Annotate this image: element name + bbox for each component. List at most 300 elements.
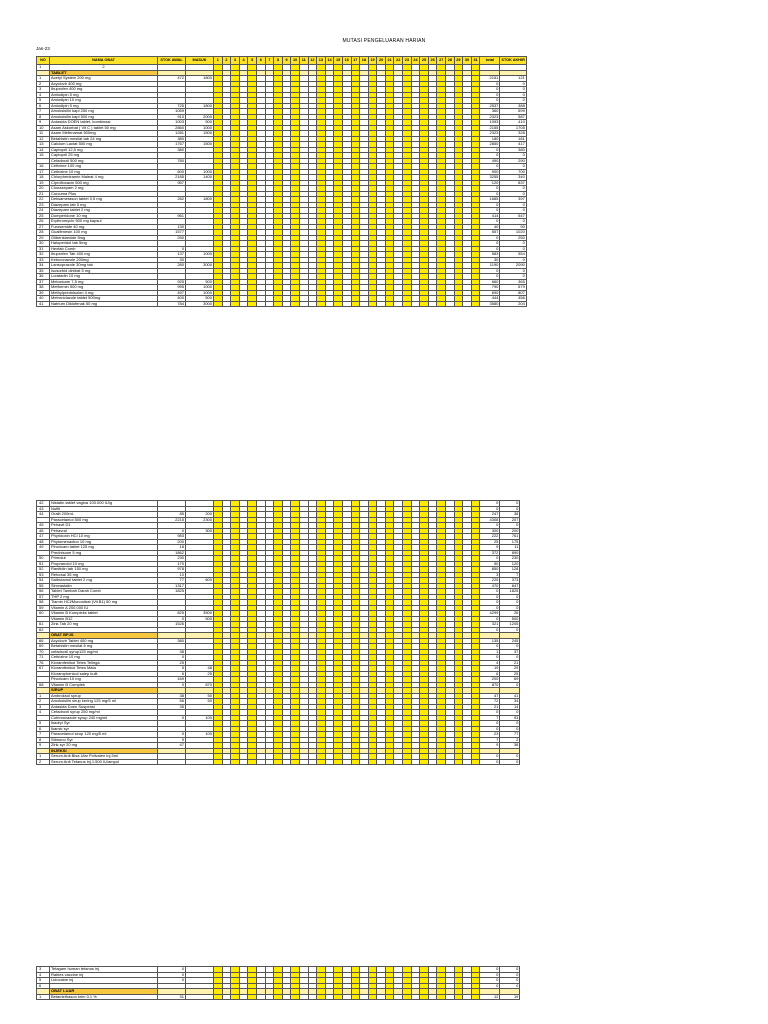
stok-awal: 0 — [158, 967, 186, 973]
category-label: SIRUP — [50, 688, 158, 694]
row-no: 1 — [37, 994, 50, 1000]
total: 0 — [480, 87, 500, 93]
day-cell — [394, 301, 403, 307]
stok-awal: 978 — [158, 567, 186, 573]
masuk: 1000 — [186, 285, 214, 291]
stok-akhir: 0 — [500, 186, 526, 192]
drug-name: Chlorpheniramin Maleat 4 mg — [50, 175, 158, 181]
stok-akhir: 761 — [500, 534, 520, 540]
stok-awal: 2860 — [158, 125, 186, 131]
stok-akhir: 340 — [500, 175, 526, 181]
stok-awal: 77 — [158, 578, 186, 584]
day-cell — [360, 301, 369, 307]
day-cell — [342, 759, 351, 765]
masuk: 3500 — [186, 611, 214, 617]
total: 6 — [480, 671, 500, 677]
drug-name: Kloramfenikol Tetes Mata — [50, 666, 158, 672]
stok-akhir: 21 — [500, 660, 520, 666]
stok-akhir: 0 — [500, 268, 526, 274]
drug-name: Cefadroxil 500 mg — [50, 158, 158, 164]
stok-awal: 130 — [158, 224, 186, 230]
masuk: 300 — [186, 528, 214, 534]
drug-name: Antasida DOEN tablet, kombinasi — [50, 120, 158, 126]
total: 2323 — [480, 131, 500, 137]
row-no: 17 — [37, 169, 50, 175]
stok-awal: 0 — [158, 732, 186, 738]
day-cell — [463, 301, 472, 307]
drug-name: Lidocaine inj — [50, 978, 158, 984]
total: 0 — [480, 759, 500, 765]
stok-akhir: 0 — [500, 241, 526, 247]
day-cell — [308, 994, 317, 1000]
col-header-day: 30 — [463, 57, 472, 65]
row-no: 52 — [37, 567, 50, 573]
drug-name: Loratadin 10 mg — [50, 274, 158, 280]
stok-akhir: 0 — [500, 644, 520, 650]
stok-akhir: 38 — [500, 743, 520, 749]
stok-awal: 957 — [158, 180, 186, 186]
stok-akhir: 7 — [500, 572, 520, 578]
total: 2151 — [480, 76, 500, 82]
total: 1093 — [480, 120, 500, 126]
total: 0 — [480, 644, 500, 650]
col-header-day: 23 — [403, 57, 412, 65]
total: 0 — [480, 208, 500, 214]
stok-awal: 725 — [158, 103, 186, 109]
stok-akhir: 0 — [500, 627, 520, 633]
stok-akhir: 204 — [500, 301, 526, 307]
drug-name: Salbutamol tablet 2 mg — [50, 578, 158, 584]
total: 40 — [480, 224, 500, 230]
row-no: 3 — [37, 704, 50, 710]
stok-awal: 961 — [158, 213, 186, 219]
drug-name: Paracetamol 500 mg — [50, 517, 158, 523]
drug-name: Rabies vaccine inj — [50, 972, 158, 978]
row-no: 1 — [37, 754, 50, 760]
stok-akhir: 175 — [500, 539, 520, 545]
total: 50 — [480, 561, 500, 567]
total: 225 — [480, 578, 500, 584]
total: 0 — [480, 191, 500, 197]
row-no: 69 — [37, 644, 50, 650]
row-no: 66 — [37, 638, 50, 644]
row-no: 12 — [37, 136, 50, 142]
day-cell — [214, 301, 223, 307]
row-no: 36 — [37, 274, 50, 280]
drug-name: Ketoconazole 200mg — [50, 257, 158, 263]
drug-name: Simvastatin — [50, 583, 158, 589]
sheet-date: Jan-23 — [36, 46, 50, 51]
total: 3580 — [480, 301, 500, 307]
row-no: 21 — [37, 191, 50, 197]
stok-awal: 2215 — [158, 517, 186, 523]
total: 30 — [480, 257, 500, 263]
total: 0 — [480, 268, 500, 274]
stok-akhir: 0 — [500, 164, 526, 170]
drug-name: Tiamin HCl/Mononitrat (Vit.B1) 50 mg — [50, 600, 158, 606]
drug-name: Ciprofloxacin 500 mg — [50, 180, 158, 186]
total: 135 — [480, 638, 500, 644]
total: 372 — [480, 550, 500, 556]
day-cell — [231, 994, 240, 1000]
total: 180 — [480, 136, 500, 142]
drug-name: Ibuprofen Tab 400 mg — [50, 252, 158, 258]
drug-name: Betahistin mesilat 6 mg — [50, 644, 158, 650]
drug-name: Zink Tab 20 mg — [50, 622, 158, 628]
stok-akhir: 29 — [500, 666, 520, 672]
day-cell — [248, 301, 257, 307]
day-cell — [317, 759, 326, 765]
col-header-day: 29 — [454, 57, 463, 65]
stok-akhir: 0 — [500, 967, 520, 973]
day-cell — [360, 994, 369, 1000]
stok-awal: 10 — [158, 572, 186, 578]
row-no: 8 — [37, 737, 50, 743]
stok-awal: 0 — [158, 978, 186, 984]
stok-akhir: 890 — [500, 550, 520, 556]
total: 3 — [480, 572, 500, 578]
row-no: 4 — [37, 92, 50, 98]
day-cell — [463, 994, 472, 1000]
drug-name: Oralit 200mL — [50, 512, 158, 518]
table-row — [37, 301, 527, 307]
stok-awal: 1059 — [158, 109, 186, 115]
category-label: OBAT LUAR — [50, 989, 158, 995]
stok-awal: 25 — [158, 660, 186, 666]
total: 414 — [480, 213, 500, 219]
day-cell — [334, 301, 343, 307]
masuk: 500 — [186, 616, 214, 622]
drug-name: Cotrimoxazole syrup 240 mg/ml — [50, 715, 158, 721]
stok-akhir: 1825 — [500, 589, 520, 595]
stok-awal: 910 — [158, 114, 186, 120]
total: 300 — [480, 528, 500, 534]
drug-name: Asam Mefenamat 500mg — [50, 131, 158, 137]
drug-name: Propranolol 10 mg — [50, 561, 158, 567]
day-cell — [411, 759, 420, 765]
day-cell — [291, 994, 300, 1000]
drug-name: Cefadroxil syrup 250 mg/ml — [50, 710, 158, 716]
masuk: 100 — [186, 732, 214, 738]
stok-awal: 380 — [158, 147, 186, 153]
stok-akhir: 699 — [500, 109, 526, 115]
masuk — [186, 994, 214, 1000]
drug-name: Amlodipin 5 mg — [50, 92, 158, 98]
stok-akhir: 0 — [500, 202, 526, 208]
stok-akhir: 679 — [500, 285, 526, 291]
row-no: 76 — [37, 660, 50, 666]
masuk: 200 — [186, 512, 214, 518]
total: 72 — [480, 699, 500, 705]
row-no: 53 — [37, 572, 50, 578]
total: 2537 — [480, 103, 500, 109]
col-header-day: 19 — [368, 57, 377, 65]
total: 0 — [480, 81, 500, 87]
masuk: 1000 — [186, 125, 214, 131]
stok-akhir: 34 — [500, 699, 520, 705]
day-cell — [317, 301, 326, 307]
total: 900 — [480, 169, 500, 175]
total: 1190 — [480, 263, 500, 269]
day-cell — [231, 301, 240, 307]
drug-name: Cefixime 100 mg — [50, 164, 158, 170]
row-no: 34 — [37, 263, 50, 269]
row-no: 4 — [37, 710, 50, 716]
day-cell — [282, 994, 291, 1000]
day-cell — [239, 301, 248, 307]
drug-name: Vitamin B Complek — [50, 682, 158, 688]
day-cell — [463, 759, 472, 765]
mutation-table-part-1 — [36, 56, 527, 307]
stok-akhir: 410 — [500, 120, 526, 126]
masuk: 1500 — [186, 131, 214, 137]
total: 1685 — [480, 197, 500, 203]
stok-awal: 1526 — [158, 622, 186, 628]
drug-name: Clonazepam 2 mg — [50, 186, 158, 192]
masuk: 500 — [186, 279, 214, 285]
drug-name: Glibenklamide 5mg — [50, 235, 158, 241]
stok-akhir: 0 — [500, 759, 520, 765]
total: 557 — [480, 230, 500, 236]
stok-akhir: 207 — [500, 517, 520, 523]
col-header-day: 10 — [291, 57, 300, 65]
day-cell — [377, 759, 386, 765]
stok-awal: 400 — [158, 296, 186, 302]
col-header-day: 16 — [342, 57, 351, 65]
total: 21 — [480, 704, 500, 710]
col-header-masuk: MASUK — [186, 57, 214, 65]
row-no: 35 — [37, 268, 50, 274]
day-cell — [377, 301, 386, 307]
row-no: 45 — [37, 523, 50, 529]
row-no: 41 — [37, 301, 50, 307]
day-cell — [239, 759, 248, 765]
drug-name: Tetagam human tetanus inj — [50, 967, 158, 973]
stok-awal: 1825 — [158, 589, 186, 595]
drug-name: Amoksisilin sirup kering 125 mg/5 ml — [50, 699, 158, 705]
day-cell — [299, 759, 308, 765]
drug-name: Natrium Diklofenak 50 mg — [50, 301, 158, 307]
col-header-day: 4 — [239, 57, 248, 65]
day-cell — [420, 994, 429, 1000]
day-cell — [471, 994, 480, 1000]
row-no: 27 — [37, 224, 50, 230]
stok-akhir: 0 — [500, 600, 520, 606]
drug-name: Tablet Tambah Darah Comb — [50, 589, 158, 595]
stok-akhir: 0 — [500, 257, 526, 263]
drug-name: Vitamin A 200.000 IU — [50, 605, 158, 611]
stok-akhir: 0 — [500, 721, 520, 727]
row-no: 44 — [37, 512, 50, 518]
mutation-table-part-2 — [36, 500, 520, 765]
row-no: 67 — [37, 666, 50, 672]
col-header-stok-awal: STOK AWAL — [158, 57, 186, 65]
day-cell — [351, 994, 360, 1000]
stok-awal: 38 — [158, 649, 186, 655]
stok-akhir: 245 — [500, 638, 520, 644]
stok-akhir: 397 — [500, 197, 526, 203]
drug-name: Kloramphenicol salep kulit — [50, 671, 158, 677]
total: 4299 — [480, 611, 500, 617]
stok-akhir: 0 — [500, 682, 520, 688]
stok-awal: 250 — [158, 235, 186, 241]
stok-akhir: 25 — [500, 671, 520, 677]
masuk — [186, 759, 214, 765]
row-no: 68 — [37, 682, 50, 688]
row-no: 10 — [37, 125, 50, 131]
drug-name: Amlodipin 10 mg — [50, 98, 158, 104]
stok-awal: 200 — [158, 539, 186, 545]
total: 790 — [480, 285, 500, 291]
stok-awal: 825 — [158, 611, 186, 617]
day-cell — [325, 994, 334, 1000]
total: 0 — [480, 556, 500, 562]
drug-name: Meloxicam 7,5 mg — [50, 279, 158, 285]
day-cell — [351, 759, 360, 765]
total: 247 — [480, 512, 500, 518]
total: 0 — [480, 164, 500, 170]
row-no: 70 — [37, 649, 50, 655]
drug-name: Nistatin tablet vagina 100.000 IU/g — [50, 501, 158, 507]
total: 0 — [480, 978, 500, 984]
sheet-title: MUTASI PENGELUARAN HARIAN — [342, 38, 426, 44]
total: 0 — [480, 186, 500, 192]
drug-name: Piroxicam 10 mg — [50, 677, 158, 683]
row-no: 9 — [37, 743, 50, 749]
row-no: 2 — [37, 759, 50, 765]
row-no: 60 — [37, 611, 50, 617]
total: 0 — [480, 241, 500, 247]
total: 490 — [480, 158, 500, 164]
masuk: 48 — [186, 666, 214, 672]
total: 0 — [480, 600, 500, 606]
drug-name: Amlodipin 5 mg — [50, 103, 158, 109]
total: 0 — [480, 726, 500, 732]
stok-awal: 9 — [158, 737, 186, 743]
total: 2323 — [480, 114, 500, 120]
day-cell — [317, 994, 326, 1000]
total: 0 — [480, 710, 500, 716]
drug-name: Amoksisilin kapl 250 mg — [50, 109, 158, 115]
drug-name: Antasida Doen Suspensi — [50, 704, 158, 710]
row-no: 3 — [37, 967, 50, 973]
col-header-day: 25 — [420, 57, 429, 65]
stok-awal: 137 — [158, 252, 186, 258]
drug-name: Methylprednisolon 4 mg — [50, 290, 158, 296]
stok-akhir: 14 — [500, 704, 520, 710]
stok-akhir: 0 — [500, 655, 520, 661]
stok-akhir: 0 — [500, 710, 520, 716]
row-no: 38 — [37, 285, 50, 291]
masuk: 2300 — [186, 517, 214, 523]
drug-name: Ikamic syr — [50, 726, 158, 732]
stok-awal: 18 — [158, 545, 186, 551]
stok-awal: 56 — [158, 699, 186, 705]
stok-akhir: 554 — [500, 252, 526, 258]
total: 360 — [480, 109, 500, 115]
day-cell — [428, 759, 437, 765]
drug-name: Serum Anti Bisa Ular Polivalen inj.5ml — [50, 754, 158, 760]
masuk: 1000 — [186, 252, 214, 258]
stok-akhir: 587 — [500, 114, 526, 120]
row-no: 61 — [37, 622, 50, 628]
col-header-day: 17 — [351, 57, 360, 65]
total: 7 — [480, 715, 500, 721]
row-no: 5 — [37, 721, 50, 727]
col-header-day: 12 — [308, 57, 317, 65]
total: 0 — [480, 506, 500, 512]
masuk: 1000 — [186, 290, 214, 296]
total: 0 — [480, 655, 500, 661]
drug-name: Acyclovir 400 mg — [50, 81, 158, 87]
row-no: 26 — [37, 219, 50, 225]
drug-name: Erythromycin 500 mg kapsul — [50, 219, 158, 225]
row-no: 2 — [37, 699, 50, 705]
stok-akhir: 11 — [500, 545, 520, 551]
drug-name: Zink syr 20 mg — [50, 743, 158, 749]
stok-akhir: 0 — [500, 246, 526, 252]
day-cell — [334, 759, 343, 765]
total: 660 — [480, 279, 500, 285]
total: 0 — [480, 754, 500, 760]
stok-awal: 784 — [158, 301, 186, 307]
masuk: 1400 — [186, 175, 214, 181]
stok-akhir: 77 — [500, 732, 520, 738]
day-cell — [231, 759, 240, 765]
stok-akhir: 0 — [500, 754, 520, 760]
stok-akhir: 0 — [500, 978, 520, 984]
total: 0 — [480, 589, 500, 595]
total: 0 — [480, 594, 500, 600]
row-no: 48 — [37, 539, 50, 545]
row-no: 5 — [37, 978, 50, 984]
col-header-day: 11 — [299, 57, 308, 65]
col-header-day: 20 — [377, 57, 386, 65]
row-no: 55 — [37, 583, 50, 589]
day-cell — [299, 301, 308, 307]
stok-awal: 1003 — [158, 120, 186, 126]
stok-akhir: 2090 — [500, 263, 526, 269]
stok-akhir: 41 — [500, 693, 520, 699]
stok-awal: 170 — [158, 561, 186, 567]
drug-name: Betahistin mesilat tab 24 mg — [50, 136, 158, 142]
drug-name: Serum Anti Tetanus inj.1.500 IU/ampul — [50, 759, 158, 765]
total: 9 — [480, 743, 500, 749]
stok-akhir: 388 — [500, 103, 526, 109]
row-no: 3 — [37, 87, 50, 93]
col-header-day: 2 — [222, 57, 231, 65]
stok-awal: 169 — [158, 677, 186, 683]
category-label: TABLET — [50, 70, 158, 76]
col-header-day: 28 — [446, 57, 455, 65]
header-row — [37, 57, 527, 65]
drug-name: THP 2 mg — [50, 594, 158, 600]
drug-name: Primolut — [50, 556, 158, 562]
stok-akhir: 0 — [500, 153, 526, 159]
total: 850 — [480, 567, 500, 573]
day-cell — [360, 759, 369, 765]
row-no: 71 — [37, 655, 50, 661]
stok-awal — [158, 759, 186, 765]
day-cell — [342, 994, 351, 1000]
total: 0 — [480, 246, 500, 252]
day-cell — [325, 301, 334, 307]
stok-akhir: 230 — [500, 556, 520, 562]
row-no: 59 — [37, 605, 50, 611]
day-cell — [308, 759, 317, 765]
total: 321 — [480, 622, 500, 628]
row-no: 18 — [37, 175, 50, 181]
